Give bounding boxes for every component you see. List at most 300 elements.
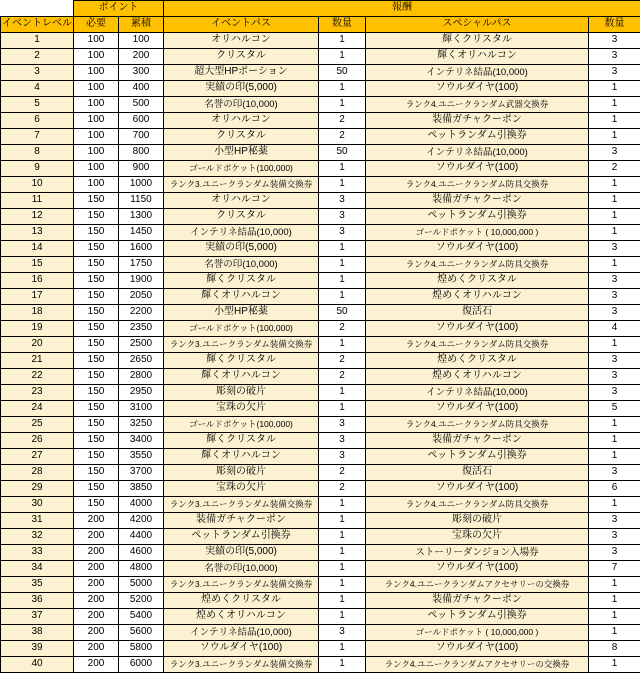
cell-special-pass: ソウルダイヤ(100) [366,561,589,577]
cell-required: 150 [74,241,119,257]
cell-event-qty: 2 [319,369,366,385]
cell-required: 200 [74,657,119,673]
cell-special-qty: 3 [589,545,640,561]
cell-cumulative: 1600 [119,241,164,257]
cell-required: 150 [74,449,119,465]
cell-special-pass: ペットランダム引換券 [366,129,589,145]
table-row [1,321,640,337]
cell-event-pass: 煌めくクリスタル [164,593,319,609]
cell-special-qty: 1 [589,433,640,449]
cell-cumulative: 700 [119,129,164,145]
cell-event-pass: 輝くオリハルコン [164,449,319,465]
cell-level: 10 [1,177,74,193]
column-header-special-qty: 数量 [589,17,640,33]
cell-special-pass: ランク4.ユニークランダム防具交換券 [366,497,589,513]
cell-cumulative: 4800 [119,561,164,577]
table-row [1,257,640,273]
cell-cumulative: 2350 [119,321,164,337]
cell-special-pass: ランク4.ユニークランダム防具交換券 [366,337,589,353]
column-header-level: イベントレベル [1,17,74,33]
cell-level: 21 [1,353,74,369]
cell-event-qty: 3 [319,449,366,465]
cell-required: 100 [74,97,119,113]
table-row [1,625,640,641]
table-row [1,401,640,417]
cell-level: 33 [1,545,74,561]
cell-event-qty: 3 [319,225,366,241]
cell-event-qty: 50 [319,145,366,161]
cell-cumulative: 2050 [119,289,164,305]
cell-event-qty: 1 [319,241,366,257]
cell-event-qty: 50 [319,305,366,321]
cell-cumulative: 4200 [119,513,164,529]
cell-event-pass: 小型HP秘薬 [164,145,319,161]
cell-level: 15 [1,257,74,273]
cell-level: 30 [1,497,74,513]
cell-special-pass: 宝珠の欠片 [366,529,589,545]
cell-cumulative: 4400 [119,529,164,545]
cell-required: 100 [74,129,119,145]
cell-special-qty: 3 [589,385,640,401]
cell-special-pass: ペットランダム引換券 [366,609,589,625]
cell-special-qty: 1 [589,129,640,145]
cell-event-pass: ソウルダイヤ(100) [164,641,319,657]
table-row [1,609,640,625]
cell-level: 4 [1,81,74,97]
cell-level: 13 [1,225,74,241]
cell-event-pass: 輝くオリハルコン [164,289,319,305]
cell-required: 150 [74,433,119,449]
cell-cumulative: 5400 [119,609,164,625]
table-row [1,497,640,513]
cell-level: 24 [1,401,74,417]
table-row [1,657,640,673]
cell-event-pass: 名誉の印(10,000) [164,561,319,577]
cell-special-pass: ソウルダイヤ(100) [366,401,589,417]
cell-level: 20 [1,337,74,353]
cell-special-qty: 3 [589,289,640,305]
cell-special-qty: 1 [589,113,640,129]
table-body [1,33,640,673]
cell-special-pass: ペットランダム引換券 [366,209,589,225]
cell-special-pass: インテリネ結晶(10,000) [366,145,589,161]
table-header [1,1,640,33]
cell-event-pass: ペットランダム引換券 [164,529,319,545]
cell-required: 150 [74,321,119,337]
cell-required: 150 [74,465,119,481]
cell-special-pass: ランク4.ユニークランダムアクセサリーの交換券 [366,577,589,593]
cell-cumulative: 300 [119,65,164,81]
cell-required: 150 [74,353,119,369]
table-row [1,177,640,193]
cell-cumulative: 100 [119,33,164,49]
cell-event-pass: インテリネ結晶(10,000) [164,625,319,641]
cell-cumulative: 800 [119,145,164,161]
cell-event-pass: 煌めくオリハルコン [164,609,319,625]
table-row [1,449,640,465]
cell-required: 150 [74,225,119,241]
cell-special-pass: ランク4.ユニークランダム防具交換券 [366,417,589,433]
cell-level: 27 [1,449,74,465]
table-row [1,417,640,433]
cell-event-qty: 1 [319,97,366,113]
cell-level: 34 [1,561,74,577]
cell-event-pass: ゴールドポケット(100,000) [164,417,319,433]
cell-special-qty: 1 [589,337,640,353]
cell-required: 200 [74,529,119,545]
cell-required: 100 [74,65,119,81]
cell-special-pass: 彫刻の破片 [366,513,589,529]
table-row [1,113,640,129]
cell-special-qty: 1 [589,625,640,641]
cell-cumulative: 5600 [119,625,164,641]
cell-special-qty: 3 [589,465,640,481]
cell-cumulative: 2200 [119,305,164,321]
cell-special-qty: 6 [589,481,640,497]
cell-level: 1 [1,33,74,49]
cell-required: 100 [74,145,119,161]
cell-level: 31 [1,513,74,529]
table-row [1,577,640,593]
column-header-required: 必要 [74,17,119,33]
table-row [1,49,640,65]
table-row [1,97,640,113]
cell-special-qty: 5 [589,401,640,417]
cell-level: 14 [1,241,74,257]
cell-special-pass: 煌めくオリハルコン [366,289,589,305]
cell-cumulative: 2950 [119,385,164,401]
cell-special-qty: 3 [589,145,640,161]
cell-event-qty: 1 [319,545,366,561]
cell-level: 25 [1,417,74,433]
cell-event-pass: 輝くオリハルコン [164,369,319,385]
cell-cumulative: 4600 [119,545,164,561]
cell-event-qty: 1 [319,385,366,401]
cell-special-pass: ランク4.ユニークランダム武器交換券 [366,97,589,113]
cell-cumulative: 5800 [119,641,164,657]
cell-special-qty: 1 [589,657,640,673]
cell-event-pass: クリスタル [164,49,319,65]
cell-cumulative: 400 [119,81,164,97]
cell-event-pass: ランク3.ユニークランダム装備交換券 [164,177,319,193]
cell-level: 11 [1,193,74,209]
cell-level: 3 [1,65,74,81]
cell-special-qty: 3 [589,353,640,369]
cell-special-qty: 3 [589,529,640,545]
cell-required: 200 [74,577,119,593]
cell-cumulative: 600 [119,113,164,129]
cell-cumulative: 500 [119,97,164,113]
cell-required: 200 [74,609,119,625]
cell-level: 26 [1,433,74,449]
cell-event-pass: 輝くクリスタル [164,273,319,289]
cell-level: 40 [1,657,74,673]
cell-special-qty: 1 [589,497,640,513]
table-row [1,33,640,49]
cell-level: 7 [1,129,74,145]
column-header-event-pass: イベントパス [164,17,319,33]
cell-required: 200 [74,513,119,529]
cell-event-qty: 2 [319,481,366,497]
cell-required: 150 [74,193,119,209]
cell-event-qty: 2 [319,113,366,129]
cell-cumulative: 1900 [119,273,164,289]
cell-special-qty: 3 [589,513,640,529]
points-group-header: ポイント [74,1,164,17]
table-row [1,433,640,449]
cell-cumulative: 3550 [119,449,164,465]
table-row [1,161,640,177]
cell-cumulative: 6000 [119,657,164,673]
cell-special-pass: 装備ガチャクーポン [366,433,589,449]
cell-level: 5 [1,97,74,113]
corner-cell [1,1,74,17]
cell-event-qty: 1 [319,497,366,513]
table-row [1,529,640,545]
cell-level: 2 [1,49,74,65]
cell-event-qty: 1 [319,593,366,609]
cell-level: 6 [1,113,74,129]
cell-required: 200 [74,561,119,577]
table-row [1,593,640,609]
cell-special-qty: 1 [589,577,640,593]
column-header-special-pass: スペシャルパス [366,17,589,33]
cell-required: 150 [74,417,119,433]
cell-required: 150 [74,369,119,385]
cell-special-pass: 輝くオリハルコン [366,49,589,65]
cell-event-qty: 1 [319,257,366,273]
cell-event-qty: 1 [319,561,366,577]
cell-event-pass: 実績の印(5,000) [164,545,319,561]
cell-event-qty: 3 [319,625,366,641]
cell-level: 17 [1,289,74,305]
cell-event-qty: 2 [319,129,366,145]
table-row [1,145,640,161]
cell-event-qty: 1 [319,513,366,529]
cell-required: 150 [74,305,119,321]
cell-level: 37 [1,609,74,625]
table-row [1,465,640,481]
cell-special-qty: 3 [589,33,640,49]
cell-special-qty: 3 [589,241,640,257]
cell-event-pass: ランク3.ユニークランダム装備交換券 [164,657,319,673]
cell-cumulative: 5200 [119,593,164,609]
table-row [1,129,640,145]
cell-event-qty: 3 [319,209,366,225]
cell-special-pass: インテリネ結晶(10,000) [366,385,589,401]
cell-level: 23 [1,385,74,401]
cell-event-pass: ランク3.ユニークランダム装備交換券 [164,497,319,513]
cell-special-pass: 煌めくオリハルコン [366,369,589,385]
cell-cumulative: 2800 [119,369,164,385]
cell-event-pass: 名誉の印(10,000) [164,97,319,113]
cell-event-qty: 2 [319,353,366,369]
cell-level: 35 [1,577,74,593]
table-row [1,241,640,257]
cell-event-qty: 1 [319,577,366,593]
cell-required: 200 [74,545,119,561]
cell-level: 9 [1,161,74,177]
table-row [1,273,640,289]
cell-event-pass: ゴールドポケット(100,000) [164,321,319,337]
cell-special-pass: 煌めくクリスタル [366,353,589,369]
cell-special-pass: ソウルダイヤ(100) [366,481,589,497]
cell-special-qty: 4 [589,321,640,337]
cell-cumulative: 4000 [119,497,164,513]
cell-event-qty: 3 [319,417,366,433]
cell-special-qty: 1 [589,209,640,225]
cell-level: 22 [1,369,74,385]
cell-special-pass: ランク4.ユニークランダムアクセサリーの交換券 [366,657,589,673]
cell-required: 100 [74,81,119,97]
cell-event-pass: 実績の印(5,000) [164,81,319,97]
cell-special-pass: 装備ガチャクーポン [366,113,589,129]
table-row [1,337,640,353]
cell-event-qty: 1 [319,81,366,97]
cell-special-pass: インテリネ結晶(10,000) [366,65,589,81]
cell-event-pass: 彫刻の破片 [164,465,319,481]
cell-event-pass: ゴールドポケット(100,000) [164,161,319,177]
cell-level: 8 [1,145,74,161]
cell-event-qty: 1 [319,641,366,657]
cell-event-pass: 装備ガチャクーポン [164,513,319,529]
cell-required: 150 [74,273,119,289]
cell-special-qty: 1 [589,609,640,625]
cell-event-pass: 実績の印(5,000) [164,241,319,257]
cell-event-pass: クリスタル [164,129,319,145]
cell-special-qty: 1 [589,97,640,113]
cell-level: 38 [1,625,74,641]
header-column-row [1,17,640,33]
cell-event-pass: オリハルコン [164,113,319,129]
cell-special-pass: ソウルダイヤ(100) [366,81,589,97]
cell-special-pass: ランク4.ユニークランダム防具交換券 [366,177,589,193]
cell-event-qty: 1 [319,337,366,353]
cell-event-pass: 名誉の印(10,000) [164,257,319,273]
cell-required: 100 [74,33,119,49]
cell-event-qty: 1 [319,177,366,193]
cell-cumulative: 3700 [119,465,164,481]
cell-special-pass: 煌めくクリスタル [366,273,589,289]
cell-special-qty: 1 [589,81,640,97]
table-row [1,513,640,529]
cell-level: 12 [1,209,74,225]
cell-event-qty: 3 [319,193,366,209]
cell-required: 100 [74,113,119,129]
cell-level: 19 [1,321,74,337]
cell-event-pass: クリスタル [164,209,319,225]
cell-level: 28 [1,465,74,481]
cell-event-pass: オリハルコン [164,193,319,209]
cell-required: 150 [74,209,119,225]
cell-event-qty: 1 [319,273,366,289]
cell-cumulative: 3100 [119,401,164,417]
cell-event-pass: 輝くクリスタル [164,433,319,449]
cell-special-qty: 3 [589,273,640,289]
cell-required: 200 [74,641,119,657]
cell-event-qty: 3 [319,433,366,449]
cell-event-pass: 彫刻の破片 [164,385,319,401]
cell-special-qty: 7 [589,561,640,577]
cell-event-pass: ランク3.ユニークランダム装備交換券 [164,337,319,353]
cell-special-qty: 3 [589,305,640,321]
cell-special-qty: 1 [589,177,640,193]
cell-required: 150 [74,385,119,401]
cell-special-pass: ストーリーダンジョン入場券 [366,545,589,561]
cell-event-qty: 1 [319,529,366,545]
cell-required: 150 [74,337,119,353]
cell-special-pass: ソウルダイヤ(100) [366,241,589,257]
cell-special-pass: ソウルダイヤ(100) [366,641,589,657]
cell-event-pass: インテリネ結晶(10,000) [164,225,319,241]
table-row [1,369,640,385]
cell-cumulative: 1000 [119,177,164,193]
cell-special-qty: 3 [589,65,640,81]
cell-event-pass: 宝珠の欠片 [164,401,319,417]
cell-event-qty: 1 [319,161,366,177]
cell-required: 200 [74,625,119,641]
cell-special-qty: 1 [589,257,640,273]
cell-required: 150 [74,481,119,497]
table-row [1,545,640,561]
cell-special-pass: 復活石 [366,305,589,321]
table-row [1,641,640,657]
cell-special-pass: 復活石 [366,465,589,481]
cell-event-pass: 超大型HPポーション [164,65,319,81]
cell-event-pass: 小型HP秘薬 [164,305,319,321]
header-group-row [1,1,640,17]
cell-cumulative: 1450 [119,225,164,241]
cell-cumulative: 2650 [119,353,164,369]
cell-cumulative: 5000 [119,577,164,593]
cell-special-qty: 1 [589,593,640,609]
cell-cumulative: 1300 [119,209,164,225]
cell-event-pass: ランク3.ユニークランダム装備交換券 [164,577,319,593]
table-row [1,209,640,225]
cell-special-pass: ソウルダイヤ(100) [366,321,589,337]
cell-special-qty: 1 [589,417,640,433]
cell-special-qty: 8 [589,641,640,657]
cell-special-pass: 輝くクリスタル [366,33,589,49]
cell-required: 100 [74,161,119,177]
cell-level: 32 [1,529,74,545]
cell-event-qty: 50 [319,65,366,81]
cell-cumulative: 1750 [119,257,164,273]
cell-special-pass: ゴールドポケット ( 10,000,000 ) [366,225,589,241]
cell-cumulative: 2500 [119,337,164,353]
cell-level: 29 [1,481,74,497]
cell-special-pass: ペットランダム引換券 [366,449,589,465]
cell-event-pass: 輝くクリスタル [164,353,319,369]
cell-special-qty: 3 [589,369,640,385]
cell-level: 39 [1,641,74,657]
cell-special-pass: ソウルダイヤ(100) [366,161,589,177]
table-row [1,385,640,401]
cell-event-qty: 1 [319,33,366,49]
cell-cumulative: 200 [119,49,164,65]
cell-required: 150 [74,257,119,273]
cell-special-pass: ランク4.ユニークランダム防具交換券 [366,257,589,273]
cell-cumulative: 3850 [119,481,164,497]
cell-event-qty: 2 [319,321,366,337]
table-row [1,289,640,305]
column-header-event-qty: 数量 [319,17,366,33]
cell-required: 200 [74,593,119,609]
cell-cumulative: 3250 [119,417,164,433]
cell-event-qty: 1 [319,49,366,65]
cell-special-qty: 3 [589,49,640,65]
cell-special-pass: 装備ガチャクーポン [366,193,589,209]
